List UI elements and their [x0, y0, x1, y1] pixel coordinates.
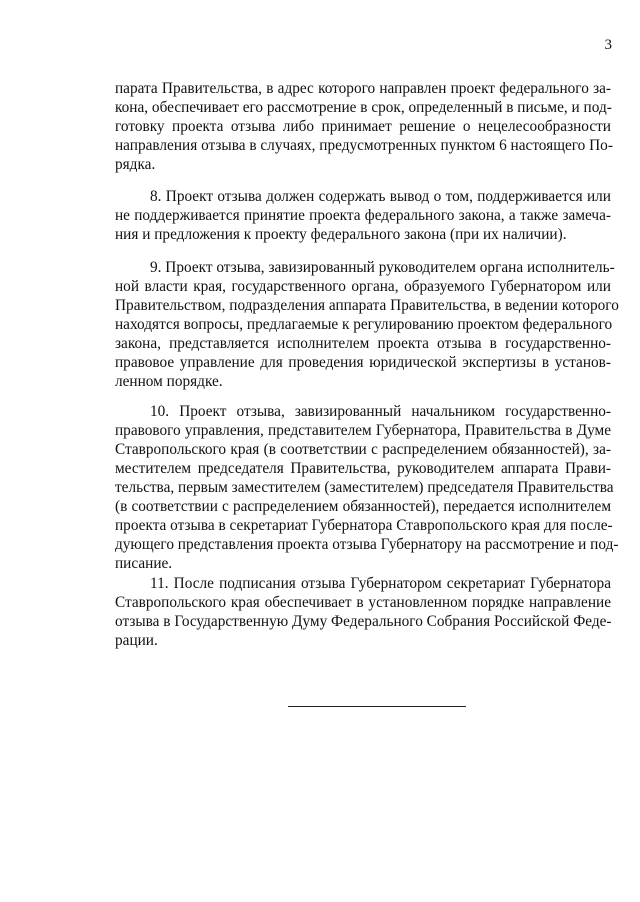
text-line: (в соответствии с распределением обязанностей), передается исполнителем	[115, 498, 611, 515]
text-line: парата Правительства, в адрес которого направлен проект федерального за-	[115, 80, 611, 97]
text-line: не поддерживается принятие проекта федерального закона, а также замеча-	[115, 207, 611, 224]
text-line: местителем председателя Правительства, руководителем аппарата Прави-	[115, 460, 611, 477]
text-line: рации.	[115, 632, 158, 649]
page-number: 3	[604, 37, 612, 53]
text-line: Ставропольского края обеспечивает в установленном порядке направление	[115, 594, 611, 611]
text-line: дующего представления проекта отзыва Губернатору на рассмотрение и под-	[115, 536, 619, 553]
text-line: ленном порядке.	[115, 373, 223, 390]
text-line: находятся вопросы, предлагаемые к регулированию проектом федерального	[115, 316, 613, 333]
text-line: кона, обеспечивает его рассмотрение в срок, определенный в письме, и под-	[115, 99, 612, 116]
text-line: Ставропольского края (в соответствии с распределением обязанностей), за-	[115, 441, 611, 458]
text-line: 11. После подписания отзыва Губернатором секретариат Губернатора	[150, 575, 611, 592]
paragraph-item-8	[115, 187, 611, 244]
text-line: ной власти края, государственного органа, образуемого Губернатором или	[115, 278, 611, 295]
text-line: правовое управление для проведения юридической экспертизы в установ-	[115, 354, 611, 371]
text-line: направления отзыва в случаях, предусмотренных пунктом 6 настоящего По-	[115, 137, 613, 154]
text-line: 10. Проект отзыва, завизированный начальником государственно-	[150, 403, 611, 420]
text-line: проекта отзыва в секретариат Губернатора Ставропольского края для после-	[115, 517, 613, 534]
end-of-document-rule	[288, 706, 466, 707]
text-line: закона, представляется исполнителем проекта отзыва в государственно-	[115, 335, 611, 352]
text-line: ния и предложения к проекту федерального закона (при их наличии).	[115, 226, 567, 243]
paragraph-item-11	[115, 574, 611, 650]
text-line: 8. Проект отзыва должен содержать вывод о том, поддерживается или	[150, 188, 611, 205]
text-line: Правительством, подразделения аппарата Правительства, в ведении которого	[115, 297, 619, 314]
paragraph-continuation	[115, 79, 611, 174]
text-line: рядка.	[115, 156, 156, 173]
text-line: писание.	[115, 555, 173, 572]
text-line: правового управления, представителем Губернатора, Правительства в Думе	[115, 422, 611, 439]
text-line: тельства, первым заместителем (заместителем) председателя Правительства	[115, 479, 614, 496]
text-line: готовку проекта отзыва либо принимает решение о нецелесообразности	[115, 118, 611, 135]
paragraph-item-10	[115, 402, 619, 573]
text-line: отзыва в Государственную Думу Федерального Собрания Российской Феде-	[115, 613, 612, 630]
paragraph-item-9	[115, 258, 619, 391]
text-line: 9. Проект отзыва, завизированный руководителем органа исполнитель-	[150, 259, 615, 276]
